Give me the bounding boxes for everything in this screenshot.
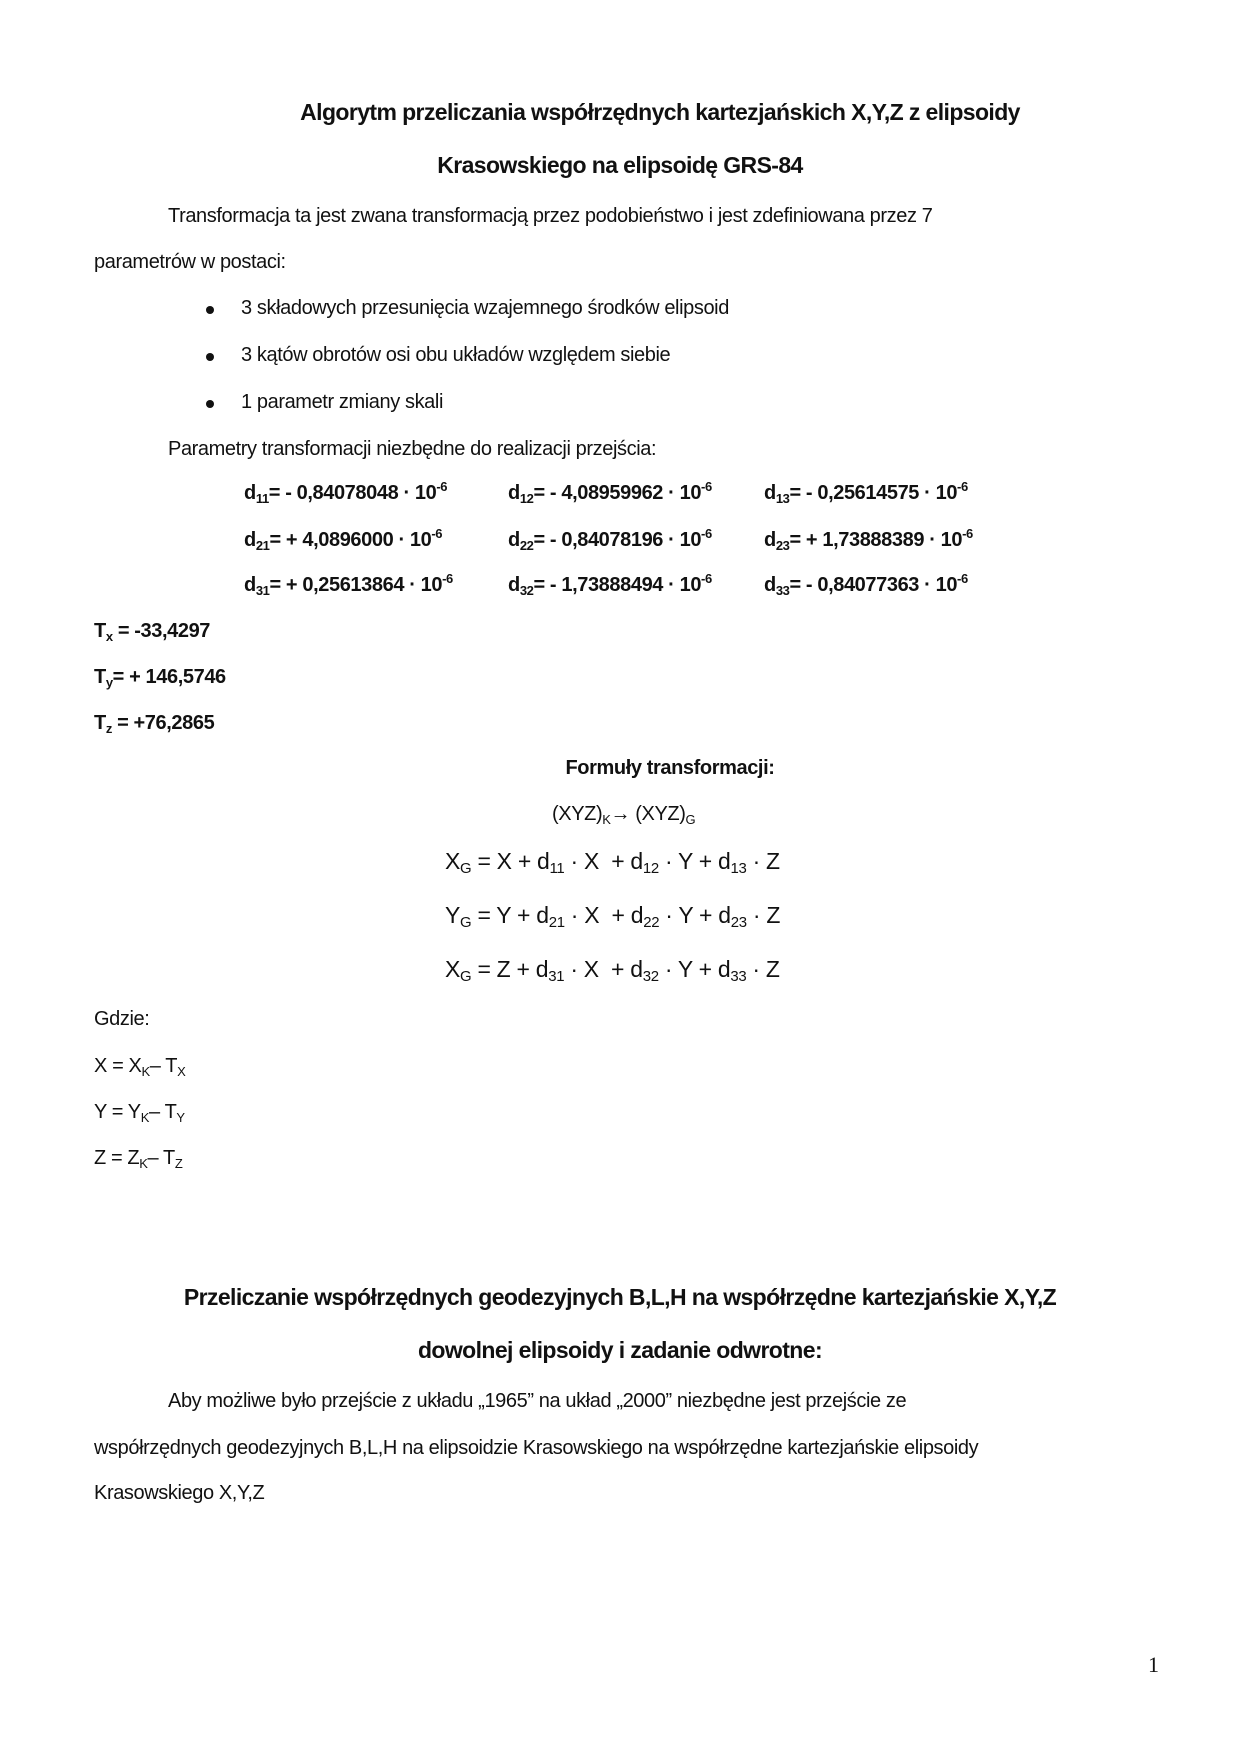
bullet-item: 3 składowych przesunięcia wzajemnego środków elipsoid	[241, 297, 729, 319]
where-label: Gdzie:	[94, 1008, 150, 1030]
bullet-icon	[206, 400, 214, 408]
transformation-direction: $(XYZ)_K\to (XYZ)_G$	[552, 803, 696, 827]
heading-2-line-1: Przeliczanie współrzędnych geodezyjnych B,L,H na współrzędne kartezjańskie X,Y,Z	[183, 1284, 1057, 1310]
translation-ty: $T_y= + 146,5746$	[94, 666, 226, 690]
intro-line-1: Transformacja ta jest zwana transformacją przez podobieństwo i jest zdefiniowana przez 7	[168, 205, 933, 227]
intro-line-2: parametrów w postaci:	[94, 251, 286, 273]
formula-row: $X_G = Z + d_{31} \cdot X + d_{32} \cdot Y + d_{33} \cdot Z$	[445, 956, 780, 985]
formula-row: $X_G = X + d_{11} \cdot X + d_{12} \cdot Y + d_{13} \cdot Z$	[445, 848, 780, 877]
matrix-entry-d31: $d_{31}= + 0,25613864 \cdot 10^{-6}$	[244, 571, 453, 598]
where-line: $X = X_K-$ $T_X$	[94, 1055, 186, 1079]
bullet-item: 3 kątów obrotów osi obu układów względem siebie	[241, 344, 671, 366]
params-label: Parametry transformacji niezbędne do realizacji przejścia:	[168, 438, 657, 460]
matrix-entry-d32: $d_{32}= - 1,73888494 \cdot 10^{-6}$	[508, 571, 712, 598]
formulas-title: Formuły transformacji:	[565, 757, 775, 779]
page-number: 1	[1148, 1652, 1159, 1677]
translation-tz: $T_z = +76,2865$	[94, 712, 215, 736]
matrix-entry-d12: $d_{12}= - 4,08959962 \cdot 10^{-6}$	[508, 479, 712, 506]
matrix-entry-d23: $d_{23}= + 1,73888389 \cdot 10^{-6}$	[764, 526, 973, 553]
where-line: $Z = Z_K-$ $T_Z$	[94, 1147, 183, 1171]
bullet-icon	[206, 353, 214, 361]
matrix-entry-d22: $d_{22}= - 0,84078196 \cdot 10^{-6}$	[508, 526, 712, 553]
paragraph-line-1: Aby możliwe było przejście z układu „1965” na układ „2000” niezbędne jest przejście ze	[168, 1390, 907, 1412]
bullet-item: 1 parametr zmiany skali	[241, 391, 443, 413]
where-line: $Y = Y_K-$ $T_Y$	[94, 1101, 185, 1125]
paragraph-line-3: Krasowskiego X,Y,Z	[94, 1482, 265, 1504]
matrix-entry-d13: $d_{13}= - 0,25614575 \cdot 10^{-6}$	[764, 479, 968, 506]
bullet-icon	[206, 306, 214, 314]
formula-row: $Y_G = Y + d_{21} \cdot X + d_{22} \cdot Y + d_{23} \cdot Z$	[445, 902, 781, 931]
matrix-entry-d33: $d_{33}= - 0,84077363 \cdot 10^{-6}$	[764, 571, 968, 598]
title-line-1: Algorytm przeliczania współrzędnych kartezjańskich X,Y,Z z elipsoidy	[300, 99, 1020, 125]
matrix-entry-d21: $d_{21}= + 4,0896000 \cdot 10^{-6}$	[244, 526, 443, 553]
heading-2-line-2: dowolnej elipsoidy i zadanie odwrotne:	[417, 1337, 822, 1363]
title-line-2: Krasowskiego na elipsoidę GRS-84	[437, 152, 803, 178]
matrix-entry-d11: $d_{11}= - 0,84078048 \cdot 10^{-6}$	[244, 479, 448, 506]
translation-tx: $T_x = -33,4297$	[94, 620, 211, 644]
paragraph-line-2: współrzędnych geodezyjnych B,L,H na elipsoidzie Krasowskiego na współrzędne kartezjańskie elipsoidy	[94, 1437, 979, 1459]
